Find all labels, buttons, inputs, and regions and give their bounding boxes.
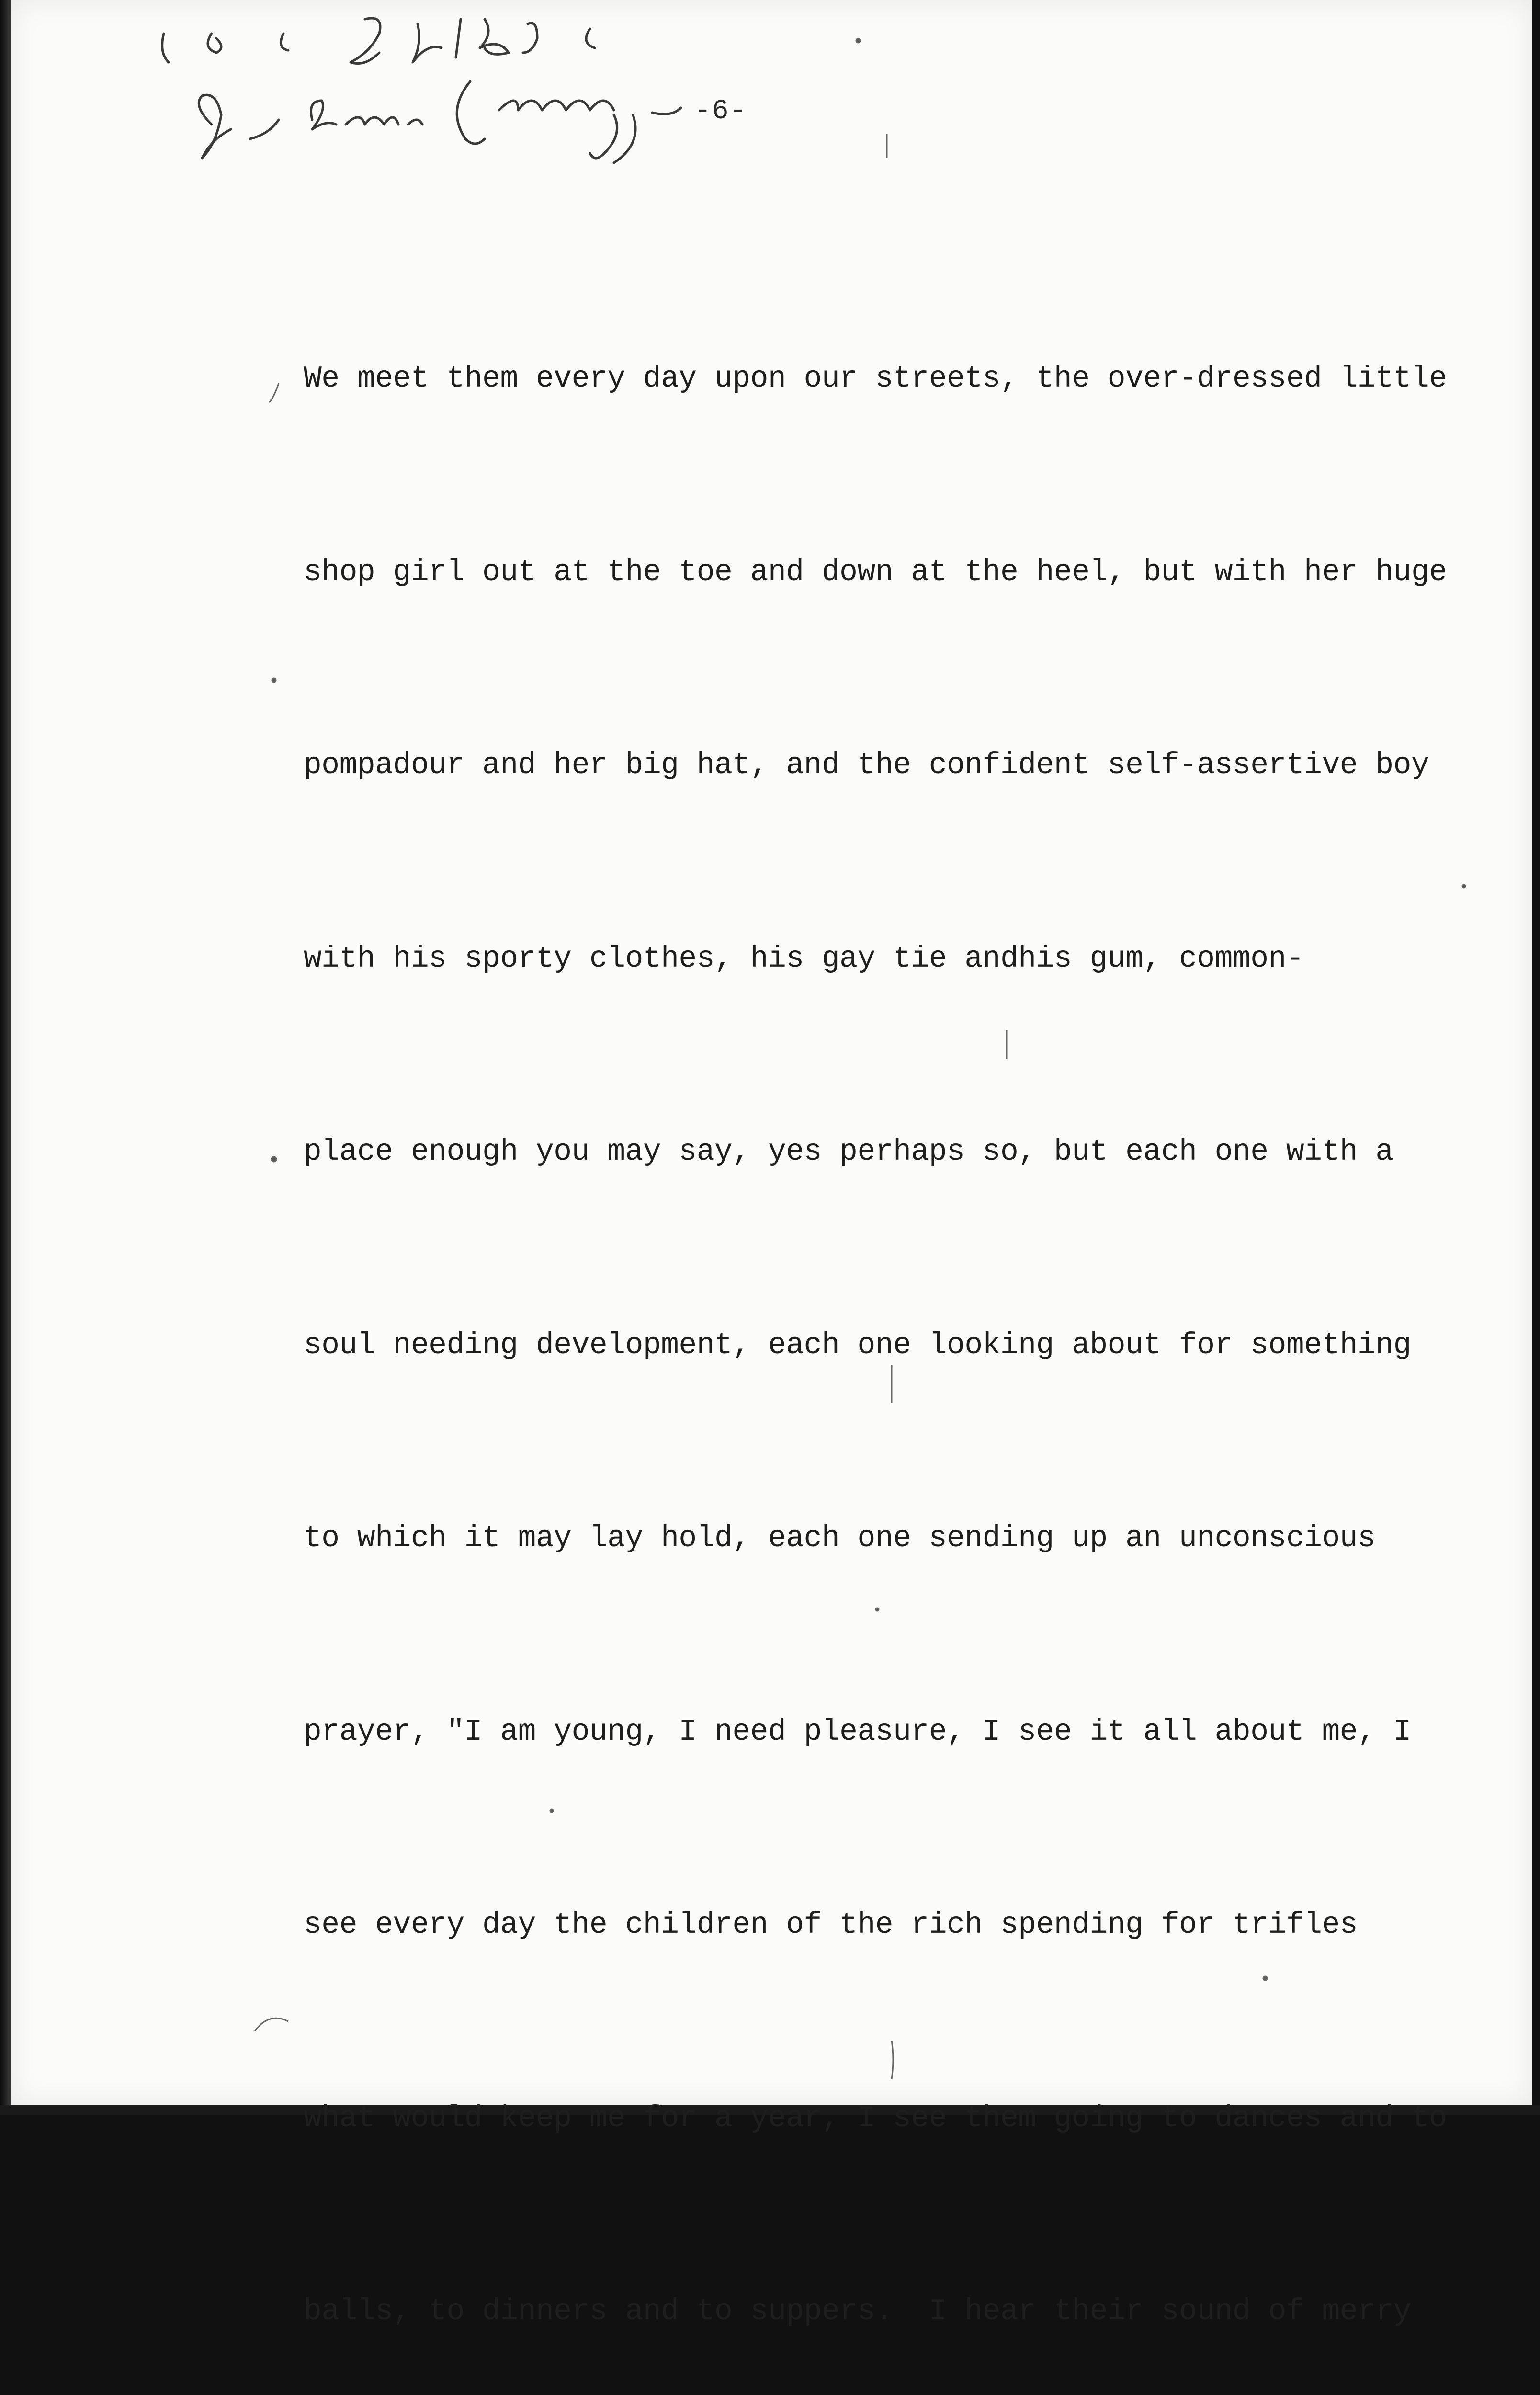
- text-line: balls, to dinners and to suppers. I hear their sound of merry: [304, 2294, 1411, 2328]
- typewritten-page: [11, 0, 1532, 2328]
- text-line: see every day the children of the rich spending for trifles: [304, 1908, 1358, 1942]
- text-line: We meet them every day upon our streets, the over-dressed little: [304, 362, 1447, 396]
- text-line: shop girl out at the toe and down at the heel, but with her huge: [304, 555, 1447, 589]
- typewritten-body: [304, 218, 1529, 2395]
- text-line: soul needing development, each one looking about for something: [304, 1328, 1411, 1362]
- text-line: pompadour and her big hat, and the confident self-assertive boy: [304, 748, 1429, 782]
- text-line: prayer, "I am young, I need pleasure, I see it all about me, I: [304, 1714, 1411, 1749]
- text-line: what would keep me for a year, I see them going to dances and to: [304, 2101, 1447, 2135]
- text-line: place enough you may say, yes perhaps so, but each one with a: [304, 1135, 1393, 1169]
- text-line: with his sporty clothes, his gay tie andhis gum, common-: [304, 941, 1304, 976]
- page-number: -6-: [694, 96, 747, 127]
- scan-border-left: [0, 0, 11, 2115]
- text-line: to which it may lay hold, each one sending up an unconscious: [304, 1521, 1376, 1555]
